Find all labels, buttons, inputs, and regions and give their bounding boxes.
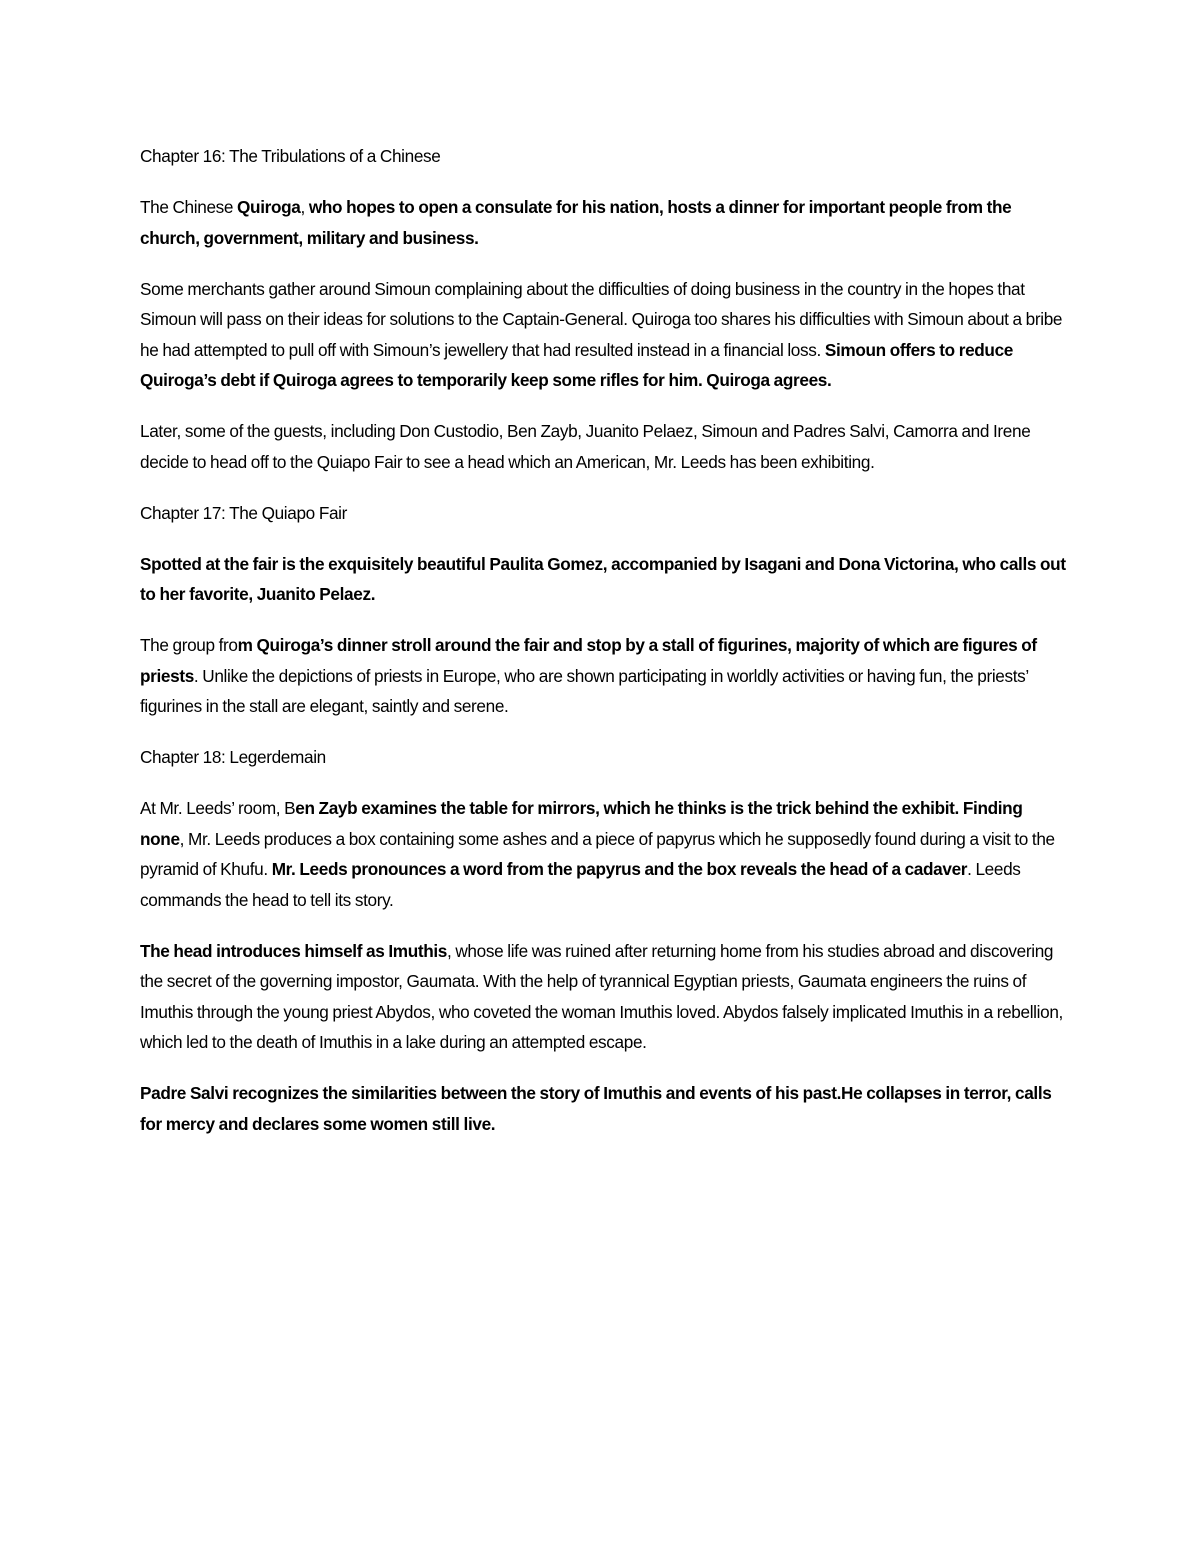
chapter-18-para-1 [140,793,1070,915]
document-page [140,141,1070,1160]
text-run: At Mr. Leeds’ room, B [140,798,296,818]
text-run: The Chinese [140,197,238,217]
text-run: , [300,197,309,217]
text-run: . Unlike the depictions of priests in Europe, who are shown participating in worldly activities or having fun, the priests’ figurines in the stall are elegant, saintly and serene. [140,665,1029,716]
text-run: , Mr. Leeds produces a box containing some ashes and a piece of papyrus which he supposedly found during a visit to the pyramid of Khufu. [140,828,1055,879]
bold-run: m Quiroga’s dinner stroll around the fair and stop by a stall of figurines, majority of which are figures of priests [140,635,1037,686]
chapter-16-para-1 [140,192,1070,253]
chapter-18-para-3 [140,1078,1070,1139]
text-run: , whose life was ruined after returning home from his studies abroad and discovering the secret of the governing impostor, Gaumata. With the help of tyrannical Egyptian priests, Gaumata engineers the ruins of Imuthis through the young priest Abydos, who coveted the woman Imuthis loved. Abydos falsely implicated Imuthis in a rebellion, which led to the death of Imuthis in a lake during an attempted escape. [140,940,1063,1052]
chapter-16-heading [140,141,1070,172]
chapter-17-heading [140,498,1070,529]
text-run: Some merchants gather around Simoun complaining about the difficulties of doing business in the country in the hopes that Simoun will pass on their ideas for solutions to the Captain-General. Quiroga too shares his difficulties with Simoun about a bribe he had attempted to pull off with Simoun’s jewellery that had resulted instead in a financial loss. [140,278,1063,360]
bold-run: who hopes to open a consulate for his nation, hosts a dinner for important people from the church, government, military and business. [140,197,1012,248]
bold-run: Mr. Leeds pronounces a word from the papyrus and the box reveals the head of a cadaver [271,859,968,879]
bold-run: Quiroga [237,197,301,217]
bold-run: Padre Salvi recognizes the similarities between the story of Imuthis and events of his past.He collapses in terror, calls for mercy and declares some women still live. [140,1083,1052,1134]
chapter-18-heading [140,742,1070,773]
bold-run: Spotted at the fair is the exquisitely beautiful Paulita Gomez, accompanied by Isagani and Dona Victorina, who calls out to her favorite, Juanito Pelaez. [140,553,1066,604]
chapter-18-para-2 [140,936,1070,1058]
text-run: The group fro [140,635,238,655]
chapter-16-para-2 [140,274,1070,396]
heading-text: Chapter 16: The Tribulations of a Chinese [140,146,441,166]
chapter-16-para-3 [140,416,1070,477]
chapter-17-para-1 [140,549,1070,610]
bold-run: Simoun offers to reduce Quiroga’s debt if Quiroga agrees to temporarily keep some rifles for him. Quiroga agrees. [140,339,1013,390]
bold-run: en Zayb examines the table for mirrors, which he thinks is the trick behind the exhibit. Finding none [140,798,1023,849]
bold-run: The head introduces himself as Imuthis [140,940,448,961]
chapter-17-para-2 [140,630,1070,722]
heading-text: Chapter 17: The Quiapo Fair [140,502,348,523]
heading-text: Chapter 18: Legerdemain [140,747,326,767]
text-run: . Leeds commands the head to tell its story. [140,859,1021,910]
text-run: Later, some of the guests, including Don Custodio, Ben Zayb, Juanito Pelaez, Simoun and Padres Salvi, Camorra and Irene decide to head off to the Quiapo Fair to see a head which an American, Mr. Leeds has been exhibiting. [140,421,1031,472]
